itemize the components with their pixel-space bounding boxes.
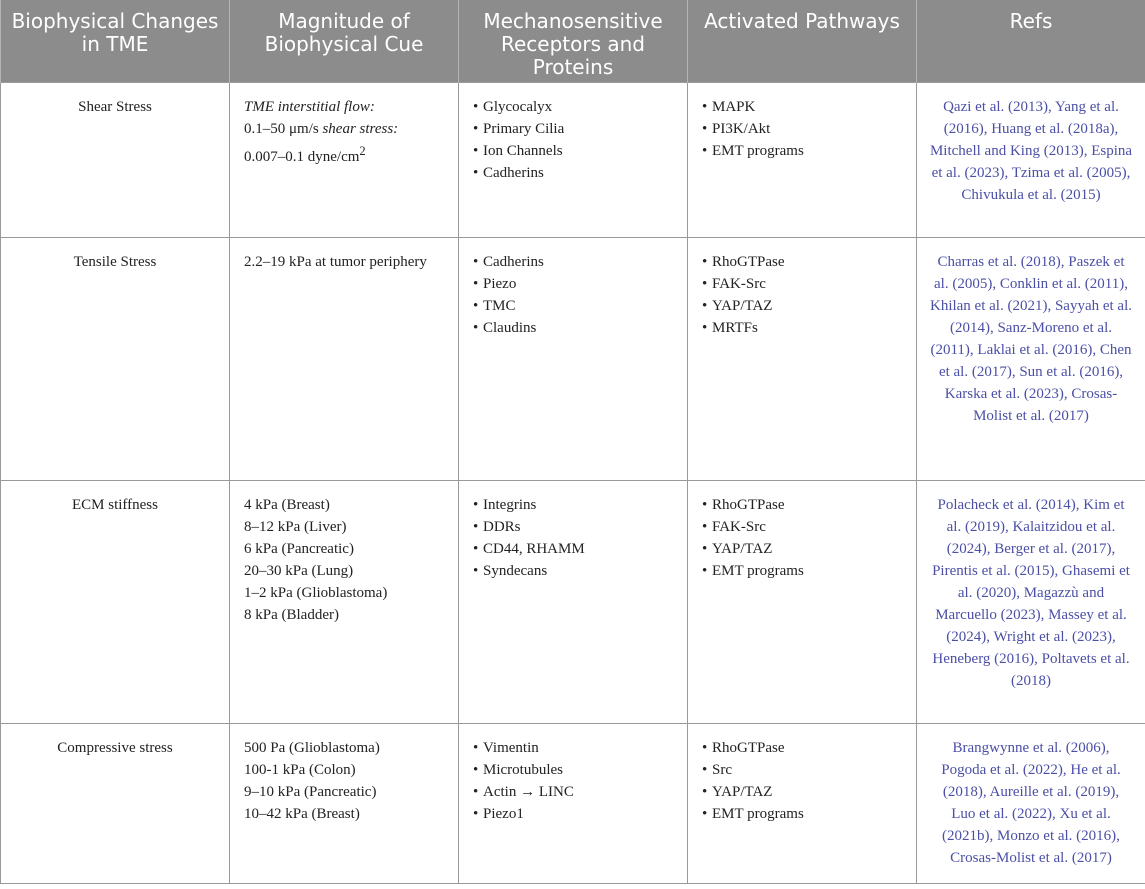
bullet-icon: •	[702, 120, 708, 137]
list-item: • DDRs	[473, 516, 673, 538]
magnitude-line: 6 kPa (Pancreatic)	[244, 540, 354, 557]
bullet-icon: •	[702, 142, 708, 159]
magnitude-line: 8 kPa (Bladder)	[244, 606, 339, 623]
table-row	[1, 723, 1145, 883]
list-item: • TMC	[473, 295, 673, 317]
magnitude-line	[244, 96, 444, 118]
list-item: • Integrins	[473, 494, 673, 516]
biophysical-change-cell: Tensile Stress	[1, 237, 230, 480]
bullet-icon: •	[702, 761, 708, 778]
bullet-icon: •	[702, 253, 708, 270]
receptors-cell	[459, 82, 688, 237]
list-item: • Piezo	[473, 273, 673, 295]
magnitude-cell	[230, 480, 459, 723]
receptor-list	[473, 96, 673, 184]
bullet-icon: •	[473, 253, 479, 270]
biophysical-change-cell: Shear Stress	[1, 82, 230, 237]
bullet-icon: •	[702, 739, 708, 756]
magnitude-line	[244, 118, 444, 140]
list-item: • EMT programs	[702, 140, 902, 162]
table-body	[1, 82, 1145, 883]
bullet-icon: •	[473, 297, 479, 314]
receptors-cell	[459, 237, 688, 480]
list-item: • MAPK	[702, 96, 902, 118]
list-item: • YAP/TAZ	[702, 781, 902, 803]
bullet-icon: •	[702, 518, 708, 535]
superscript: 2	[359, 143, 366, 158]
list-item: • Glycocalyx	[473, 96, 673, 118]
list-item: • CD44, RHAMM	[473, 538, 673, 560]
pathway-list	[702, 96, 902, 162]
bullet-icon: •	[473, 164, 479, 181]
receptor-list	[473, 737, 673, 825]
magnitude-line: 2.2–19 kPa at tumor periphery	[244, 253, 427, 270]
pathway-list	[702, 251, 902, 339]
bullet-icon: •	[473, 739, 479, 756]
magnitude-cell	[230, 82, 459, 237]
list-item: • Piezo1	[473, 803, 673, 825]
magnitude-cell	[230, 237, 459, 480]
list-item: • Claudins	[473, 317, 673, 339]
receptor-list	[473, 494, 673, 582]
magnitude-italic-label: TME interstitial flow:	[244, 98, 375, 115]
receptors-cell	[459, 723, 688, 883]
bullet-icon: •	[473, 562, 479, 579]
list-item: • Ion Channels	[473, 140, 673, 162]
list-item: • Primary Cilia	[473, 118, 673, 140]
magnitude-line: 10–42 kPa (Breast)	[244, 805, 360, 822]
pathways-cell	[688, 237, 917, 480]
list-item: • RhoGTPase	[702, 494, 902, 516]
pathway-list	[702, 737, 902, 825]
biophysical-change-cell: ECM stiffness	[1, 480, 230, 723]
refs-cell[interactable]: Brangwynne et al. (2006), Pogoda et al. (2022), He et al. (2018), Aureille et al. (2019), Luo et al. (2022), Xu et al. (2021b), Monzo et al. (2016), Crosas-Molist et al. (2017)	[917, 723, 1145, 883]
list-item: • Microtubules	[473, 759, 673, 781]
pathways-cell	[688, 82, 917, 237]
magnitude-line: 500 Pa (Glioblastoma)	[244, 739, 380, 756]
magnitude-line: 1–2 kPa (Glioblastoma)	[244, 584, 388, 601]
list-item: • Cadherins	[473, 251, 673, 273]
header-receptors: Mechanosensitive Receptors and Proteins	[459, 0, 688, 82]
bullet-icon: •	[473, 275, 479, 292]
bullet-icon: •	[473, 319, 479, 336]
header-refs: Refs	[917, 0, 1145, 82]
refs-cell[interactable]: Charras et al. (2018), Paszek et al. (2005), Conklin et al. (2011), Khilan et al. (2021), Sayyah et al. (2014), Sanz-Moreno et al. (2011), Laklai et al. (2016), Chen et al. (2017), Sun et al. (2016), Karska et al. (2023), Crosas-Molist et al. (2017)	[917, 237, 1145, 480]
pathway-list	[702, 494, 902, 582]
list-item: • MRTFs	[702, 317, 902, 339]
magnitude-value: 0.007–0.1 dyne/cm	[244, 148, 360, 165]
receptors-cell	[459, 480, 688, 723]
bullet-icon: •	[702, 562, 708, 579]
bullet-icon: •	[702, 297, 708, 314]
list-item: • YAP/TAZ	[702, 295, 902, 317]
list-item: • Src	[702, 759, 902, 781]
refs-cell[interactable]: Qazi et al. (2013), Yang et al. (2016), Huang et al. (2018a), Mitchell and King (2013), Espina et al. (2023), Tzima et al. (2005), Chivukula et al. (2015)	[917, 82, 1145, 237]
bullet-icon: •	[473, 120, 479, 137]
list-item: • Vimentin	[473, 737, 673, 759]
table-row	[1, 480, 1145, 723]
list-item: • EMT programs	[702, 560, 902, 582]
list-item: • PI3K/Akt	[702, 118, 902, 140]
bullet-icon: •	[473, 496, 479, 513]
list-item: • FAK-Src	[702, 516, 902, 538]
bullet-icon: •	[473, 805, 479, 822]
list-item: • Actin → LINC	[473, 781, 673, 803]
list-item: • FAK-Src	[702, 273, 902, 295]
list-item: • YAP/TAZ	[702, 538, 902, 560]
magnitude-cell	[230, 723, 459, 883]
list-item: • EMT programs	[702, 803, 902, 825]
list-item: • Cadherins	[473, 162, 673, 184]
magnitude-value: 0.1–50 μm/s	[244, 120, 323, 137]
bullet-icon: •	[473, 761, 479, 778]
magnitude-line: 4 kPa (Breast)	[244, 496, 330, 513]
bullet-icon: •	[702, 275, 708, 292]
bullet-icon: •	[702, 540, 708, 557]
pathways-cell	[688, 480, 917, 723]
header-magnitude: Magnitude of Biophysical Cue	[230, 0, 459, 82]
table-header	[1, 0, 1145, 82]
header-row	[1, 0, 1145, 82]
list-item: • Syndecans	[473, 560, 673, 582]
list-item: • RhoGTPase	[702, 737, 902, 759]
pathways-cell	[688, 723, 917, 883]
magnitude-line: 100-1 kPa (Colon)	[244, 761, 356, 778]
header-pathways: Activated Pathways	[688, 0, 917, 82]
bullet-icon: •	[473, 142, 479, 159]
magnitude-line	[244, 140, 444, 168]
header-biophysical-changes: Biophysical Changes in TME	[1, 0, 230, 82]
bullet-icon: •	[702, 98, 708, 115]
bullet-icon: •	[473, 518, 479, 535]
bullet-icon: •	[473, 540, 479, 557]
biophysical-change-cell: Compressive stress	[1, 723, 230, 883]
bullet-icon: •	[702, 496, 708, 513]
bullet-icon: •	[702, 805, 708, 822]
list-item: • RhoGTPase	[702, 251, 902, 273]
magnitude-line: 9–10 kPa (Pancreatic)	[244, 783, 377, 800]
bullet-icon: •	[473, 98, 479, 115]
refs-cell[interactable]: Polacheck et al. (2014), Kim et al. (2019), Kalaitzidou et al. (2024), Berger et al. (2017), Pirentis et al. (2015), Ghasemi et al. (2020), Magazzù and Marcuello (2023), Massey et al. (2024), Wright et al. (2023), Heneberg (2016), Poltavets et al. (2018)	[917, 480, 1145, 723]
bullet-icon: •	[702, 783, 708, 800]
bullet-icon: •	[702, 319, 708, 336]
magnitude-line: 20–30 kPa (Lung)	[244, 562, 354, 579]
table-row	[1, 237, 1145, 480]
magnitude-italic-label: shear stress:	[322, 120, 399, 137]
magnitude-line: 8–12 kPa (Liver)	[244, 518, 347, 535]
table-row	[1, 82, 1145, 237]
receptor-list	[473, 251, 673, 339]
bullet-icon: •	[473, 783, 479, 800]
